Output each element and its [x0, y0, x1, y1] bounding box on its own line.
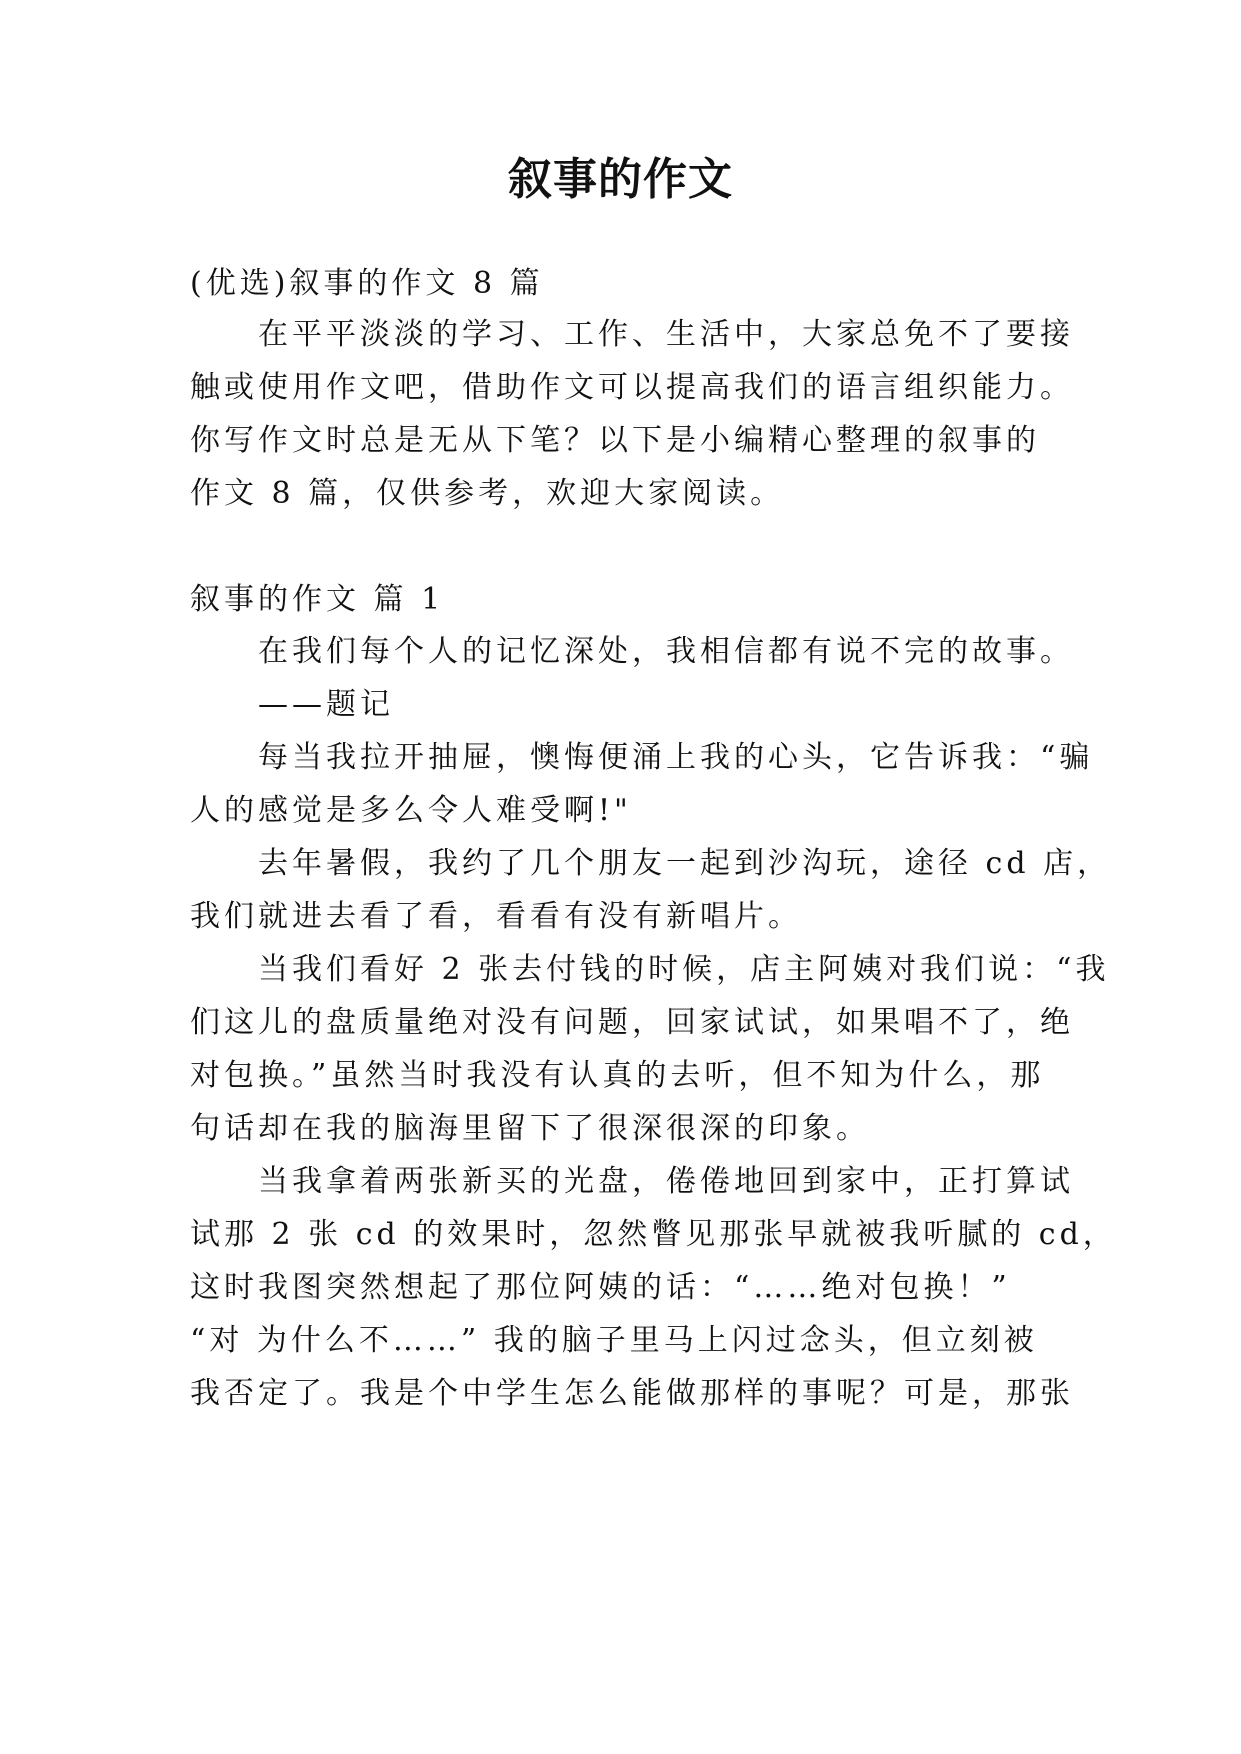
- intro-line: 在平平淡淡的学习、工作、生活中，大家总免不了要接: [258, 317, 1074, 352]
- intro-line: 作文 8 篇，仅供参考，欢迎大家阅读。: [190, 476, 785, 511]
- body-line: 当我拿着两张新买的光盘，倦倦地回到家中，正打算试: [258, 1164, 1074, 1199]
- body-line: 对包换。”虽然当时我没有认真的去听，但不知为什么，那: [190, 1058, 1045, 1093]
- body-line: 在我们每个人的记忆深处，我相信都有说不完的故事。: [258, 634, 1074, 669]
- body-line: 我们就进去看了看，看看有没有新唱片。: [190, 899, 802, 934]
- body-line: 去年暑假，我约了几个朋友一起到沙沟玩，途径 cd 店，: [258, 846, 1112, 881]
- body-line: 试那 2 张 cd 的效果时，忽然瞥见那张早就被我听腻的 cd，: [190, 1217, 1117, 1252]
- body-line: 句话却在我的脑海里留下了很深很深的印象。: [190, 1111, 870, 1146]
- body-line: 人的感觉是多么令人难受啊!": [190, 793, 632, 828]
- body-line: ——题记: [258, 687, 394, 722]
- intro-line: 触或使用作文吧，借助作文可以提高我们的语言组织能力。: [190, 370, 1074, 405]
- body-line: 当我们看好 2 张去付钱的时候，店主阿姨对我们说：“我: [258, 952, 1110, 987]
- body-line: 每当我拉开抽屉，懊悔便涌上我的心头，它告诉我：“骗: [258, 740, 1094, 775]
- body-line: 这时我图突然想起了那位阿姨的话：“……绝对包换！”: [190, 1270, 1011, 1305]
- body-line: “对 为什么不……” 我的脑子里马上闪过念头，但立刻被: [190, 1323, 1038, 1358]
- body-line: 们这儿的盘质量绝对没有问题，回家试试，如果唱不了，绝: [190, 1005, 1074, 1040]
- section-heading: 叙事的作文 篇 1: [190, 582, 445, 617]
- document-subtitle: (优选)叙事的作文 8 篇: [190, 266, 544, 301]
- intro-line: 你写作文时总是无从下笔？以下是小编精心整理的叙事的: [190, 423, 1040, 458]
- body-line: 我否定了。我是个中学生怎么能做那样的事呢？可是，那张: [190, 1376, 1074, 1411]
- document-title: 叙事的作文: [508, 154, 733, 205]
